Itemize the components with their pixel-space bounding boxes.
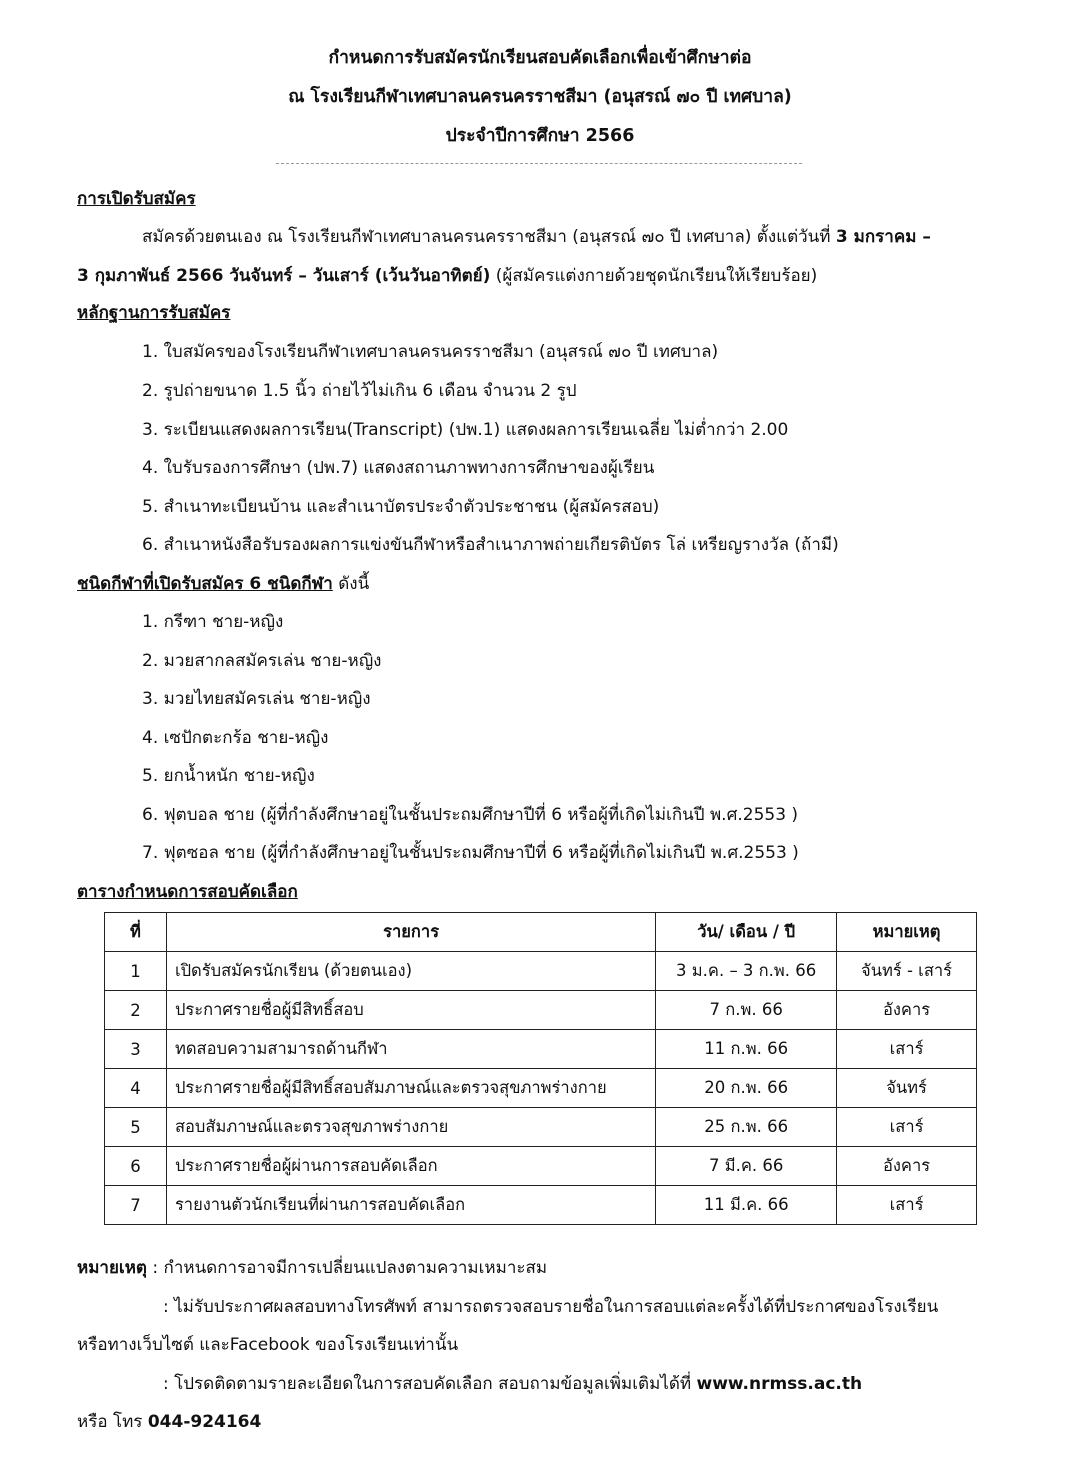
cell-date: 7 ก.พ. 66 <box>656 991 837 1030</box>
table-row <box>105 991 977 1030</box>
cell-remark: เสาร์ <box>837 1186 977 1225</box>
sport-item: 7. ฟุตซอล ชาย (ผู้ที่กำลังศึกษาอยู่ในชั้นประถมศึกษาปีที่ 6 หรือผู้ที่เกิดไม่เกินปี พ.ศ.2553 ) <box>142 843 799 863</box>
cell-no: 2 <box>105 991 167 1030</box>
table-row <box>105 952 977 991</box>
notes-line-5 <box>77 1407 261 1437</box>
cell-date: 11 ก.พ. 66 <box>656 1030 837 1069</box>
schedule-heading: ตารางกำหนดการสอบคัดเลือก <box>77 882 298 902</box>
sports-heading-line <box>77 569 369 599</box>
opening-paragraph-line-1 <box>142 222 931 252</box>
cell-item: ประกาศรายชื่อผู้มีสิทธิ์สอบสัมภาษณ์และตรวจสุขภาพร่างกาย <box>166 1069 655 1108</box>
cell-remark: จันทร์ - เสาร์ <box>837 952 977 991</box>
sport-item: 3. มวยไทยสมัครเล่น ชาย-หญิง <box>142 689 371 709</box>
table-row <box>105 1030 977 1069</box>
sports-heading-suffix: ดังนี้ <box>332 574 370 594</box>
column-header-date: วัน/ เดือน / ปี <box>656 913 837 952</box>
column-header-item: รายการ <box>166 913 655 952</box>
opening-date-range: 3 กุมภาพันธ์ 2566 วันจันทร์ – วันเสาร์ (เว้นวันอาทิตย์) <box>77 266 491 286</box>
phone-prefix: หรือ โทร <box>77 1412 148 1432</box>
cell-date: 3 ม.ค. – 3 ก.พ. 66 <box>656 952 837 991</box>
cell-item: ประกาศรายชื่อผู้มีสิทธิ์สอบ <box>166 991 655 1030</box>
phone-number: 044-924164 <box>147 1412 262 1432</box>
notes-line-1 <box>77 1253 547 1283</box>
document-title-line-1: กำหนดการรับสมัครนักเรียนสอบคัดเลือกเพื่อเข้าศึกษาต่อ <box>328 48 752 68</box>
opening-heading: การเปิดรับสมัคร <box>77 189 196 209</box>
sport-item: 6. ฟุตบอล ชาย (ผู้ที่กำลังศึกษาอยู่ในชั้นประถมศึกษาปีที่ 6 หรือผู้ที่เกิดไม่เกินปี พ.ศ.2553 ) <box>142 805 799 825</box>
table-row <box>105 1147 977 1186</box>
sport-item: 2. มวยสากลสมัครเล่น ชาย-หญิง <box>142 651 382 671</box>
sport-item: 5. ยกน้ำหนัก ชาย-หญิง <box>142 766 315 786</box>
cell-no: 6 <box>105 1147 167 1186</box>
evidence-heading: หลักฐานการรับสมัคร <box>77 303 231 323</box>
website-link[interactable]: www.nrmss.ac.th <box>696 1374 863 1394</box>
evidence-item: 6. สำเนาหนังสือรับรองผลการแข่งขันกีฬาหรือสำเนาภาพถ่ายเกียรติบัตร โล่ เหรียญรางวัล (ถ้ามี) <box>142 535 839 555</box>
table-row <box>105 1186 977 1225</box>
cell-item: ทดสอบความสามารถด้านกีฬา <box>166 1030 655 1069</box>
opening-text-b: (ผู้สมัครแต่งกายด้วยชุดนักเรียนให้เรียบร้อย) <box>490 266 818 286</box>
notes-line-3: หรือทางเว็บไซต์ และFacebook ของโรงเรียนเท่านั้น <box>77 1335 459 1355</box>
evidence-item: 2. รูปถ่ายขนาด 1.5 นิ้ว ถ่ายไว้ไม่เกิน 6 เดือน จำนวน 2 รูป <box>142 381 577 401</box>
cell-date: 11 มี.ค. 66 <box>656 1186 837 1225</box>
cell-date: 20 ก.พ. 66 <box>656 1069 837 1108</box>
cell-remark: อังคาร <box>837 1147 977 1186</box>
cell-date: 25 ก.พ. 66 <box>656 1108 837 1147</box>
notes-line-4 <box>163 1369 862 1399</box>
opening-paragraph-line-2 <box>77 261 817 291</box>
document-title-line-3: ประจำปีการศึกษา 2566 <box>445 126 635 146</box>
notes-line-2: : ไม่รับประกาศผลสอบทางโทรศัพท์ สามารถตรวจสอบรายชื่อในการสอบแต่ละครั้งได้ที่ประกาศของโรงเรียน <box>163 1297 939 1317</box>
column-header-remark: หมายเหตุ <box>837 913 977 952</box>
evidence-item: 3. ระเบียนแสดงผลการเรียน(Transcript) (ปพ.1) แสดงผลการเรียนเฉลี่ย ไม่ต่ำกว่า 2.00 <box>142 420 789 440</box>
cell-date: 7 มี.ค. 66 <box>656 1147 837 1186</box>
cell-remark: จันทร์ <box>837 1069 977 1108</box>
table-header-row <box>105 913 977 952</box>
cell-item: สอบสัมภาษณ์และตรวจสุขภาพร่างกาย <box>166 1108 655 1147</box>
opening-text-a: สมัครด้วยตนเอง ณ โรงเรียนกีฬาเทศบาลนครนครราชสีมา (อนุสรณ์ ๗๐ ปี เทศบาล) ตั้งแต่วันที่ <box>142 227 836 247</box>
notes-label: หมายเหตุ <box>77 1258 147 1278</box>
table-row <box>105 1069 977 1108</box>
cell-item: เปิดรับสมัครนักเรียน (ด้วยตนเอง) <box>166 952 655 991</box>
cell-no: 7 <box>105 1186 167 1225</box>
cell-no: 4 <box>105 1069 167 1108</box>
schedule-table <box>104 912 977 1225</box>
cell-remark: เสาร์ <box>837 1108 977 1147</box>
title-divider <box>276 163 802 164</box>
cell-no: 5 <box>105 1108 167 1147</box>
sport-item: 4. เซปักตะกร้อ ชาย-หญิง <box>142 728 329 748</box>
cell-item: รายงานตัวนักเรียนที่ผ่านการสอบคัดเลือก <box>166 1186 655 1225</box>
cell-no: 3 <box>105 1030 167 1069</box>
evidence-item: 5. สำเนาทะเบียนบ้าน และสำเนาบัตรประจำตัวประชาชน (ผู้สมัครสอบ) <box>142 497 660 517</box>
opening-date-start: 3 มกราคม – <box>835 227 931 247</box>
cell-remark: อังคาร <box>837 991 977 1030</box>
notes-text-4: : โปรดติดตามรายละเอียดในการสอบคัดเลือก สอบถามข้อมูลเพิ่มเติมได้ที่ <box>163 1374 697 1394</box>
evidence-item: 1. ใบสมัครของโรงเรียนกีฬาเทศบาลนครนครราชสีมา (อนุสรณ์ ๗๐ ปี เทศบาล) <box>142 342 719 362</box>
document-title-line-2: ณ โรงเรียนกีฬาเทศบาลนครนครราชสีมา (อนุสรณ์ ๗๐ ปี เทศบาล) <box>288 87 792 107</box>
cell-item: ประกาศรายชื่อผู้ผ่านการสอบคัดเลือก <box>166 1147 655 1186</box>
table-row <box>105 1108 977 1147</box>
evidence-item: 4. ใบรับรองการศึกษา (ปพ.7) แสดงสถานภาพทางการศึกษาของผู้เรียน <box>142 458 655 478</box>
cell-no: 1 <box>105 952 167 991</box>
column-header-no: ที่ <box>105 913 167 952</box>
notes-text-1: : กำหนดการอาจมีการเปลี่ยนแปลงตามความเหมาะสม <box>146 1258 548 1278</box>
sport-item: 1. กรีฑา ชาย-หญิง <box>142 612 284 632</box>
cell-remark: เสาร์ <box>837 1030 977 1069</box>
sports-heading: ชนิดกีฬาที่เปิดรับสมัคร 6 ชนิดกีฬา <box>77 574 333 594</box>
